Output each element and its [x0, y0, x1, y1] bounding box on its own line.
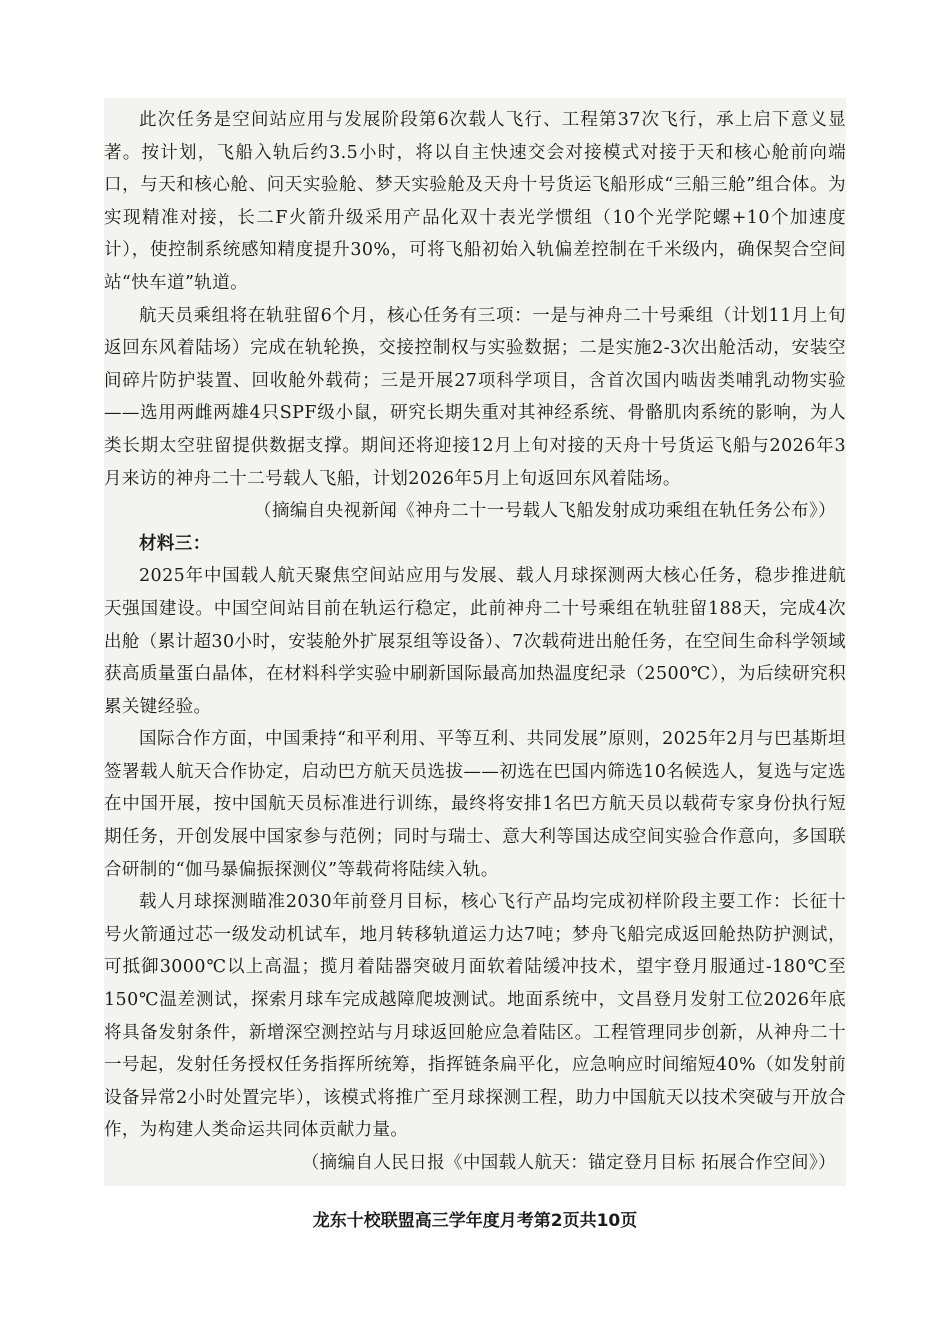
text-block — [104, 98, 846, 1186]
source-citation-2: （摘编自人民日报《中国载人航天：锚定登月目标 拓展合作空间》） — [301, 1153, 836, 1173]
material-3-heading: 材料三： — [139, 533, 211, 554]
paragraph-international: 国际合作方面，中国秉持“和平利用、平等互利、共同发展”原则，2025年2月与巴基斯坦签署载人航天合作协定，启动巴方航天员选拔——初选在巴国内筛选10名候选人，复选与定选在中国开展，按中国航天员标准进行训练，最终将安排1名巴方航天员以载荷专家身份执行短期任务，开创发展中国家参与范例；同时与瑞士、意大利等国达成空间实验合作意向，多国联合研制的“伽马暴偏振探测仪”等载荷将陆续入轨。 — [104, 729, 846, 880]
page-footer: 龙东十校联盟高三学年度月考第2页共10页 — [312, 1211, 638, 1231]
paragraph-lunar: 载人月球探测瞄准2030年前登月目标，核心飞行产品均完成初样阶段主要工作：长征十号火箭通过芯一级发动机试车，地月转移轨道运力达7吨；梦舟飞船完成返回舱热防护测试，可抵御3000℃以上高温；揽月着陆器突破月面软着陆缓冲技术，望宇登月服通过-180℃至150℃温差测试，探索月球车完成越障爬坡测试。地面系统中，文昌登月发射工位2026年底将具备发射条件，新增深空测控站与月球返回舱应急着陆区。工程管理同步创新，从神舟二十一号起，发射任务授权任务指挥所统筹，指挥链条扁平化，应急响应时间缩短40%（如发射前设备异常2小时处置完毕），该模式将推广至月球探测工程，助力中国航天以技术突破与开放合作，为构建人类命运共同体贡献力量。 — [104, 892, 846, 1141]
paragraph-crew: 航天员乘组将在轨驻留6个月，核心任务有三项：一是与神舟二十号乘组（计划11月上旬返回东风着陆场）完成在轨轮换，交接控制权与实验数据；二是实施2-3次出舱活动，安装空间碎片防护装置、回收舱外载荷；三是开展27项科学项目，含首次国内啮齿类哺乳动物实验——选用两雌两雄4只SPF级小鼠，研究长期失重对其神经系统、骨骼肌肉系统的影响，为人类长期太空驻留提供数据支撑。期间还将迎接12月上旬对接的天舟十号货运飞船与2026年3月来访的神舟二十二号载人飞船，计划2026年5月上旬返回东风着陆场。 — [104, 305, 846, 489]
paragraph-2025-overview: 2025年中国载人航天聚焦空间站应用与发展、载人月球探测两大核心任务，稳步推进航天强国建设。中国空间站目前在轨运行稳定，此前神舟二十号乘组在轨驻留188天，完成4次出舱（累计超30小时，安装舱外扩展泵组等设备）、7次载荷进出舱任务，在空间生命科学领域获高质量蛋白晶体，在材料科学实验中刷新国际最高加热温度纪录（2500℃），为后续研究积累关键经验。 — [104, 566, 846, 717]
paragraph-mission: 此次任务是空间站应用与发展阶段第6次载人飞行、工程第37次飞行，承上启下意义显著。按计划，飞船入轨后约3.5小时，将以自主快速交会对接模式对接于天和核心舱前向端口，与天和核心舱、问天实验舱、梦天实验舱及天舟十号货运飞船形成“三船三舱”组合体。为实现精准对接，长二F火箭升级采用产品化双十表光学惯组（10个光学陀螺+10个加速度计），使控制系统感知精度提升30%，可将飞船初始入轨偏差控制在千米级内，确保契合空间站“快车道”轨道。 — [104, 110, 846, 293]
source-citation-1: （摘编自央视新闻《神舟二十一号载人飞船发射成功乘组在轨任务公布》） — [254, 501, 836, 522]
